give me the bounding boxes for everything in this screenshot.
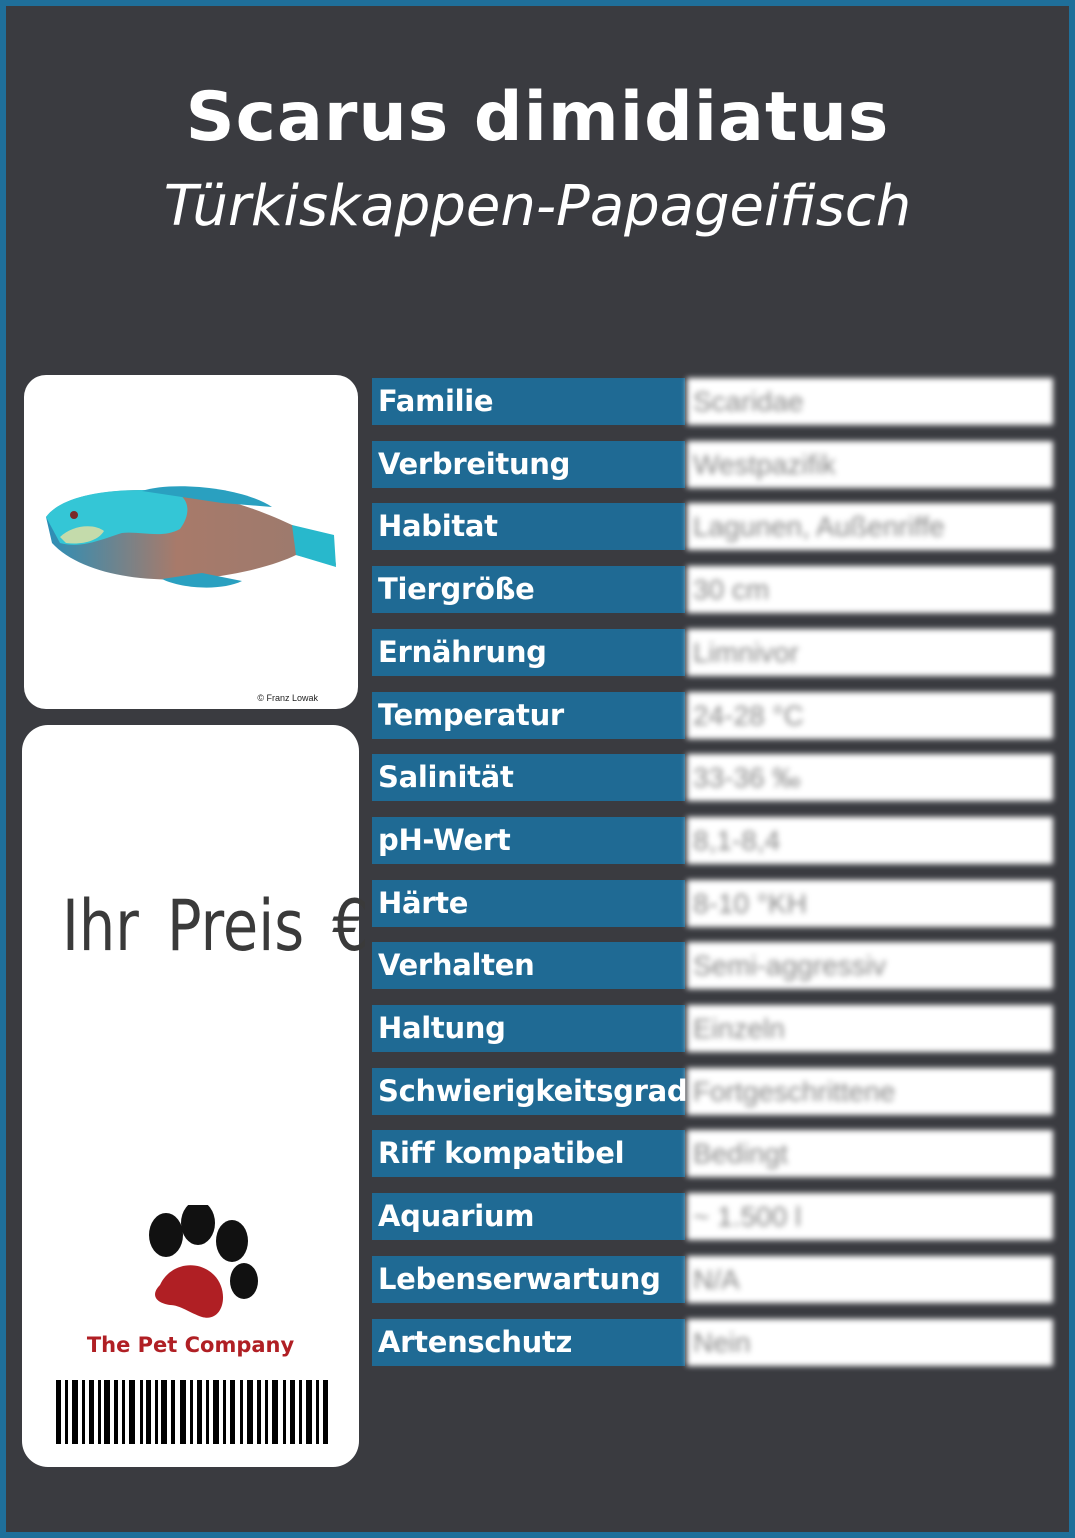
spec-value: Westpazifik bbox=[687, 441, 1053, 488]
spec-label: Familie bbox=[372, 378, 685, 425]
spec-value: 24-28 °C bbox=[687, 692, 1053, 739]
spec-value: Nein bbox=[687, 1319, 1053, 1366]
spec-value: Lagunen, Außenriffe bbox=[687, 503, 1053, 550]
photo-credit: © Franz Lowak bbox=[257, 693, 318, 703]
spec-value: Bedingt bbox=[687, 1130, 1053, 1177]
spec-row bbox=[372, 503, 1053, 550]
barcode-icon bbox=[56, 1380, 332, 1444]
spec-row bbox=[372, 692, 1053, 739]
company-name: The Pet Company bbox=[86, 1333, 295, 1357]
page-subtitle: Türkiskappen-Papageifisch bbox=[163, 174, 912, 239]
spec-row bbox=[372, 629, 1053, 676]
spec-value: Limnivor bbox=[687, 629, 1053, 676]
fish-image bbox=[42, 483, 342, 595]
spec-row bbox=[372, 1068, 1053, 1115]
spec-label: Verbreitung bbox=[372, 441, 685, 488]
spec-row bbox=[372, 566, 1053, 613]
spec-value: 8-10 °KH bbox=[687, 880, 1053, 927]
spec-label: pH-Wert bbox=[372, 817, 685, 864]
spec-label: Verhalten bbox=[372, 942, 685, 989]
spec-label: Ernährung bbox=[372, 629, 685, 676]
spec-row bbox=[372, 1005, 1053, 1052]
spec-row bbox=[372, 1256, 1053, 1303]
fish-photo-panel bbox=[24, 375, 358, 709]
spec-label: Riff kompatibel bbox=[372, 1130, 685, 1177]
spec-row bbox=[372, 1130, 1053, 1177]
spec-row bbox=[372, 378, 1053, 425]
spec-row bbox=[372, 441, 1053, 488]
spec-label: Artenschutz bbox=[372, 1319, 685, 1366]
product-card bbox=[6, 6, 1069, 1532]
spec-value: N/A bbox=[687, 1256, 1053, 1303]
spec-value: Einzeln bbox=[687, 1005, 1053, 1052]
paw-logo-icon bbox=[140, 1205, 260, 1335]
spec-value: 33-36 ‰ bbox=[687, 754, 1053, 801]
spec-value: ~ 1.500 l bbox=[687, 1193, 1053, 1240]
spec-row bbox=[372, 817, 1053, 864]
spec-row bbox=[372, 1193, 1053, 1240]
spec-label: Schwierigkeitsgrad bbox=[372, 1068, 685, 1115]
spec-label: Salinität bbox=[372, 754, 685, 801]
spec-row bbox=[372, 754, 1053, 801]
spec-row bbox=[372, 1319, 1053, 1366]
spec-label: Härte bbox=[372, 880, 685, 927]
price-panel bbox=[22, 725, 369, 1467]
spec-value: Semi-aggressiv bbox=[687, 942, 1053, 989]
spec-label: Habitat bbox=[372, 503, 685, 550]
spec-label: Lebenserwartung bbox=[372, 1256, 685, 1303]
spec-label: Temperatur bbox=[372, 692, 685, 739]
spec-row bbox=[372, 942, 1053, 989]
spec-label: Tiergröße bbox=[372, 566, 685, 613]
spec-row bbox=[372, 880, 1053, 927]
page-title: Scarus dimidiatus bbox=[185, 78, 890, 157]
spec-value: 8,1-8,4 bbox=[687, 817, 1053, 864]
spec-label: Haltung bbox=[372, 1005, 685, 1052]
spec-value: 30 cm bbox=[687, 566, 1053, 613]
spec-value: Fortgeschrittene bbox=[687, 1068, 1053, 1115]
spec-label: Aquarium bbox=[372, 1193, 685, 1240]
spec-value: Scaridae bbox=[687, 378, 1053, 425]
price-label: Ihr Preis € bbox=[62, 885, 369, 967]
